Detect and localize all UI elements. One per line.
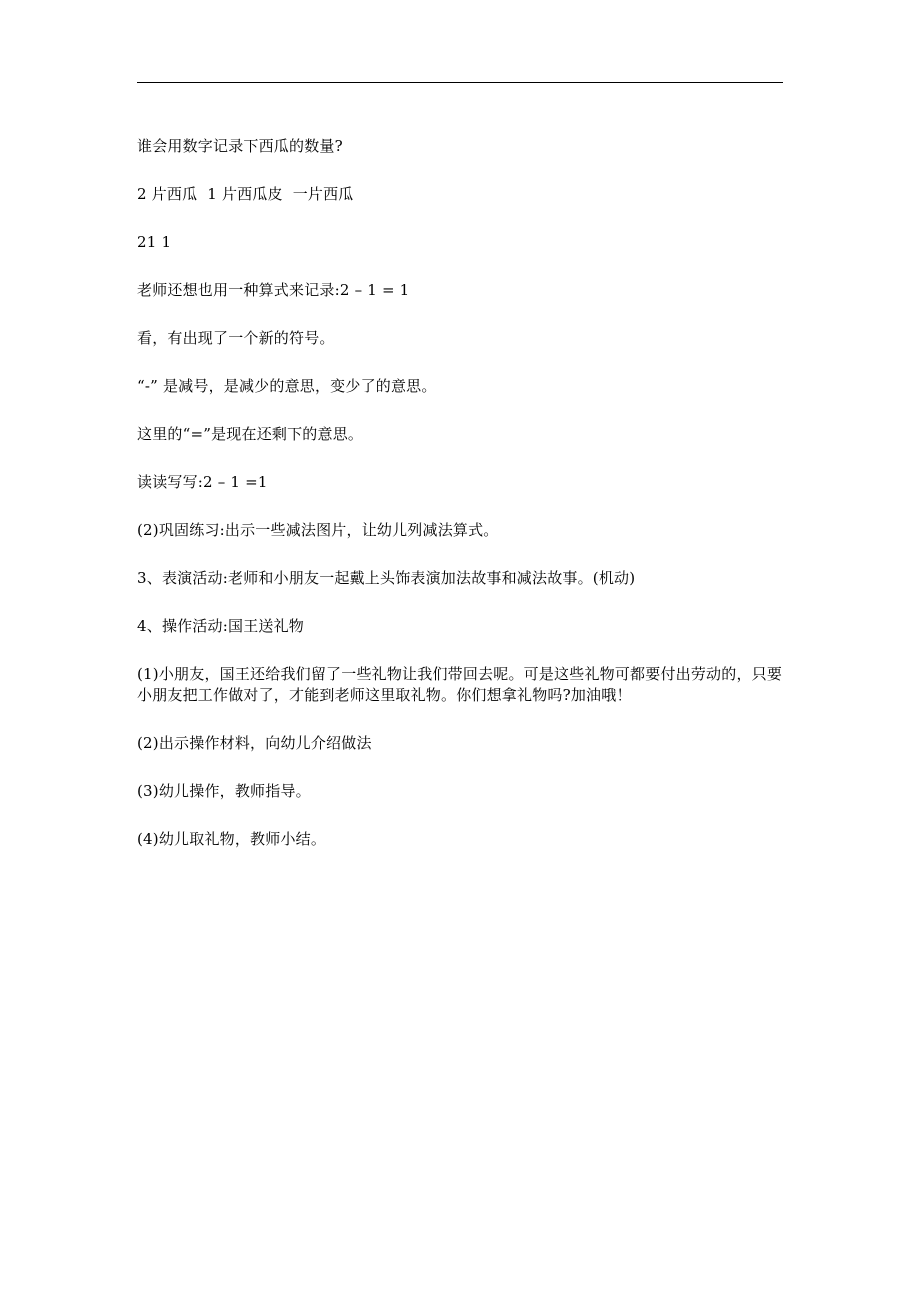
paragraph-practice: (2)巩固练习:出示一些减法图片，让幼儿列减法算式。: [137, 521, 499, 539]
document-body: [137, 136, 797, 877]
paragraph-materials: (2)出示操作材料，向幼儿介绍做法: [137, 734, 372, 752]
header-rule: [137, 82, 783, 83]
paragraph-watermelon-list: 2 片西瓜 1 片西瓜皮 一片西瓜: [137, 185, 354, 203]
paragraph-child-operation: (3)幼儿操作，教师指导。: [137, 782, 311, 800]
paragraph-gift-intro: (1)小朋友，国王还给我们留了一些礼物让我们带回去呢。可是这些礼物可都要付出劳动的，只要小朋友把工作做对了，才能到老师这里取礼物。你们想拿礼物吗?加油哦！: [137, 665, 783, 704]
paragraph-summary: (4)幼儿取礼物，教师小结。: [137, 830, 327, 848]
paragraph-read-write: 读读写写:2 – 1 =1: [137, 473, 268, 491]
paragraph-numbers: 21 1: [137, 233, 172, 251]
paragraph-new-symbol: 看，有出现了一个新的符号。: [137, 329, 335, 347]
paragraph-operation-title: 4、操作活动:国王送礼物: [137, 617, 304, 635]
paragraph-minus-meaning: “-” 是减号，是减少的意思，变少了的意思。: [137, 377, 437, 395]
paragraph-question: 谁会用数字记录下西瓜的数量?: [137, 137, 343, 155]
paragraph-performance: 3、表演活动:老师和小朋友一起戴上头饰表演加法故事和减法故事。(机动): [137, 569, 636, 587]
paragraph-equals-meaning: 这里的“=”是现在还剩下的意思。: [137, 425, 364, 443]
paragraph-equation: 老师还想也用一种算式来记录:2 – 1 = 1: [137, 281, 410, 299]
